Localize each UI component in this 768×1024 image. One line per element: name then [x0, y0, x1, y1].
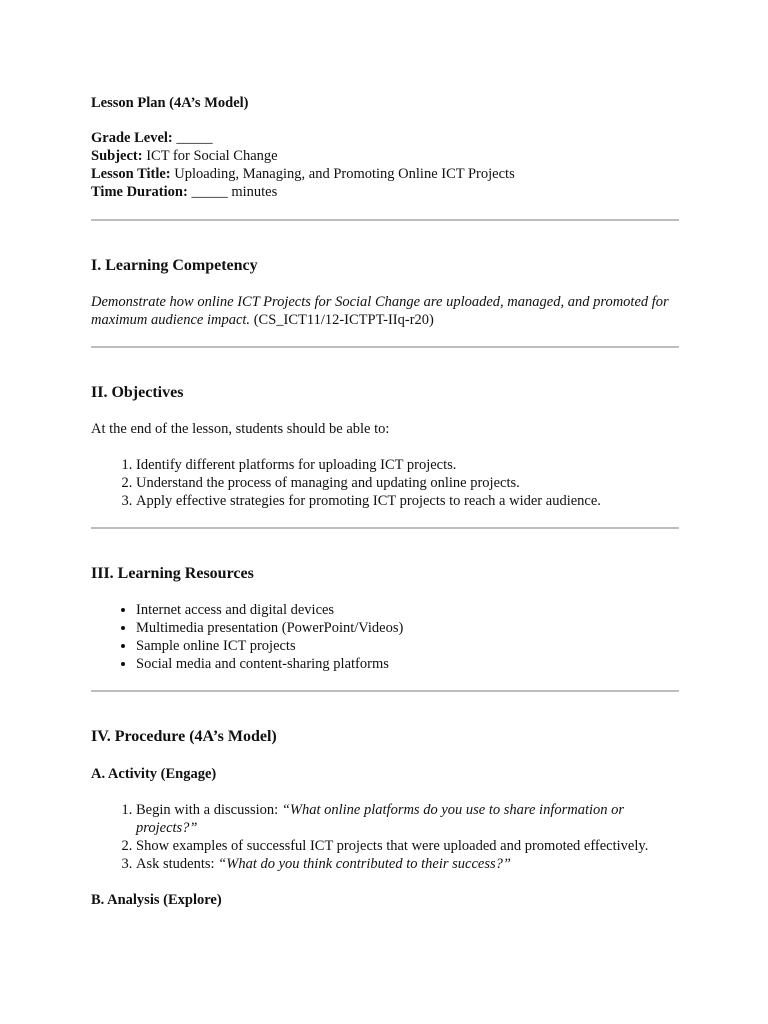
list-item: • Internet access and digital devices [136, 601, 679, 619]
competency-code: (CS_ICT11/12-ICTPT-IIq-r20) [250, 312, 434, 328]
objectives-intro: At the end of the lesson, students should be able to: [91, 421, 390, 437]
procedure-heading: IV. Procedure (4A’s Model) [91, 728, 277, 745]
list-item: 1. Identify different platforms for uploading ICT projects. [136, 456, 679, 474]
list-item: • Sample online ICT projects [136, 637, 679, 655]
competency-statement: Demonstrate how online ICT Projects for Social Change are uploaded, managed, and promoted for maximum audience impact. [91, 294, 669, 328]
section-divider [91, 346, 679, 348]
competency-paragraph [91, 293, 679, 329]
list-item: 3. Apply effective strategies for promoting ICT projects to reach a wider audience. [136, 492, 679, 510]
resources-heading: III. Learning Resources [91, 565, 254, 582]
activity-item-lead: Begin with a discussion: [136, 802, 282, 818]
activity-item-quote: “What online platforms do you use to share information or projects?” [136, 802, 625, 836]
list-item: • Social media and content-sharing platforms [136, 655, 679, 673]
activity-item-lead: Ask students: [136, 856, 219, 872]
subject-label: Subject: [91, 148, 143, 164]
time-duration-line [91, 183, 679, 201]
list-item: • Multimedia presentation (PowerPoint/Videos) [136, 619, 679, 637]
analysis-heading: B. Analysis (Explore) [91, 892, 222, 908]
section-divider [91, 690, 679, 692]
section-divider [91, 219, 679, 221]
activity-item-lead: Show examples of successful ICT projects that were uploaded and promoted effectively. [136, 838, 649, 854]
activity-heading: A. Activity (Engage) [91, 766, 217, 782]
grade-level-line [91, 129, 679, 147]
list-item: 2. Understand the process of managing and updating online projects. [136, 474, 679, 492]
activity-item-quote: “What do you think contributed to their success?” [218, 856, 511, 872]
section-divider [91, 527, 679, 529]
list-item [136, 801, 679, 837]
lesson-title-line [91, 165, 679, 183]
time-duration-value: _____ minutes [187, 184, 278, 200]
document-title: Lesson Plan (4A’s Model) [91, 95, 249, 111]
lesson-title-label: Lesson Title: [91, 166, 171, 182]
lesson-title-value: Uploading, Managing, and Promoting Online ICT Projects [170, 166, 515, 182]
objectives-heading: II. Objectives [91, 384, 184, 401]
time-duration-label: Time Duration: [91, 184, 188, 200]
grade-level-label: Grade Level: [91, 130, 173, 146]
document-content [91, 94, 679, 909]
subject-value: ICT for Social Change [142, 148, 278, 164]
objectives-list [91, 456, 679, 510]
list-item [136, 837, 679, 855]
list-item [136, 855, 679, 873]
competency-heading: I. Learning Competency [91, 257, 258, 274]
activity-list [91, 801, 679, 873]
subject-line [91, 147, 679, 165]
grade-level-value: _____ [172, 130, 213, 146]
resources-list [91, 601, 679, 673]
